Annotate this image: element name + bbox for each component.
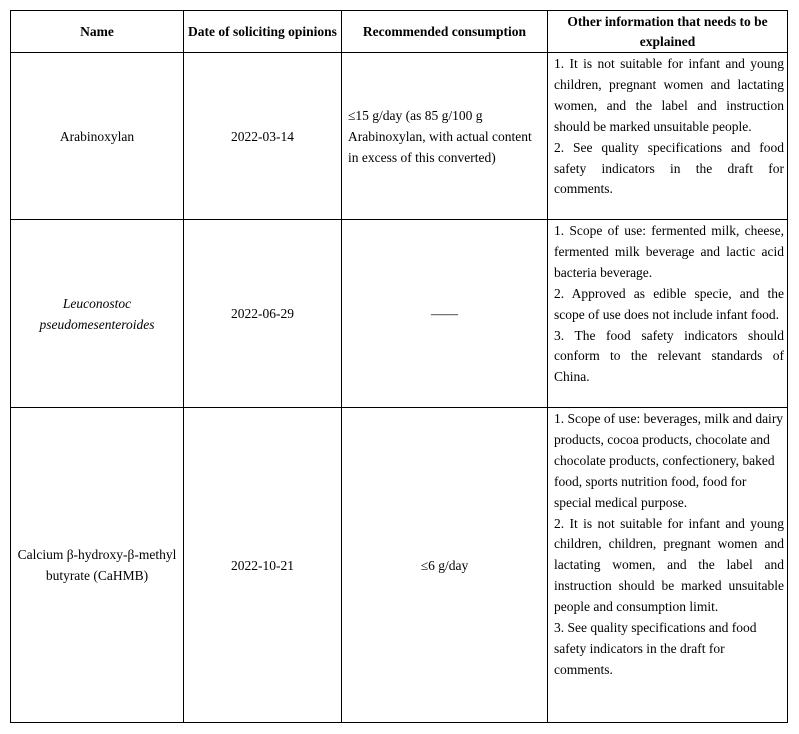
info-item: 1. Scope of use: beverages, milk and dairy products, cocoa products, chocolate and chocolate products, confectionery, baked food, sports nutrition food, food for special medical purpose. bbox=[554, 411, 784, 510]
info-item: 3. See quality specifications and food safety indicators in the draft for comments. bbox=[554, 620, 757, 677]
header-row bbox=[11, 11, 788, 53]
table-row bbox=[11, 408, 788, 723]
cell-consumption: ≤6 g/day bbox=[342, 408, 548, 723]
novel-food-table bbox=[10, 10, 788, 723]
info-item: 2. Approved as edible specie, and the scope of use does not include infant food. bbox=[554, 285, 784, 322]
cell-name bbox=[11, 220, 184, 408]
header-other-info: Other information that needs to be explained bbox=[548, 11, 788, 53]
table-row bbox=[11, 53, 788, 220]
cell-date: 2022-03-14 bbox=[184, 53, 342, 220]
cell-other-info bbox=[548, 53, 788, 220]
cell-consumption: —— bbox=[342, 220, 548, 408]
info-item: 2. It is not suitable for infant and young children, children, pregnant women and lactating women, and the label and instruction should be marked unsuitable people and consumption limit. bbox=[554, 515, 784, 615]
species-name: Leuconostoc pseudomesenteroides bbox=[39, 295, 155, 332]
header-name: Name bbox=[11, 11, 184, 53]
info-item: 1. It is not suitable for infant and young children, pregnant women and lactating women, and the label and instruction should be marked unsuitable people. bbox=[554, 56, 784, 134]
cell-name: Calcium β-hydroxy-β-methyl butyrate (CaHMB) bbox=[11, 408, 184, 723]
cell-other-info bbox=[548, 220, 788, 408]
header-consumption: Recommended consumption bbox=[342, 11, 548, 53]
cell-other-info bbox=[548, 408, 788, 723]
cell-consumption: ≤15 g/day (as 85 g/100 g Arabinoxylan, with actual content in excess of this converted) bbox=[342, 53, 548, 220]
info-item: 3. The food safety indicators should conform to the relevant standards of China. bbox=[554, 327, 784, 385]
table-row bbox=[11, 220, 788, 408]
cell-date: 2022-06-29 bbox=[184, 220, 342, 408]
info-item: 1. Scope of use: fermented milk, cheese, fermented milk beverage and lactic acid bacteria beverage. bbox=[554, 223, 784, 280]
header-date: Date of soliciting opinions bbox=[184, 11, 342, 53]
info-item: 2. See quality specifications and food safety indicators in the draft for comments. bbox=[554, 139, 784, 197]
cell-name: Arabinoxylan bbox=[11, 53, 184, 220]
cell-date: 2022-10-21 bbox=[184, 408, 342, 723]
